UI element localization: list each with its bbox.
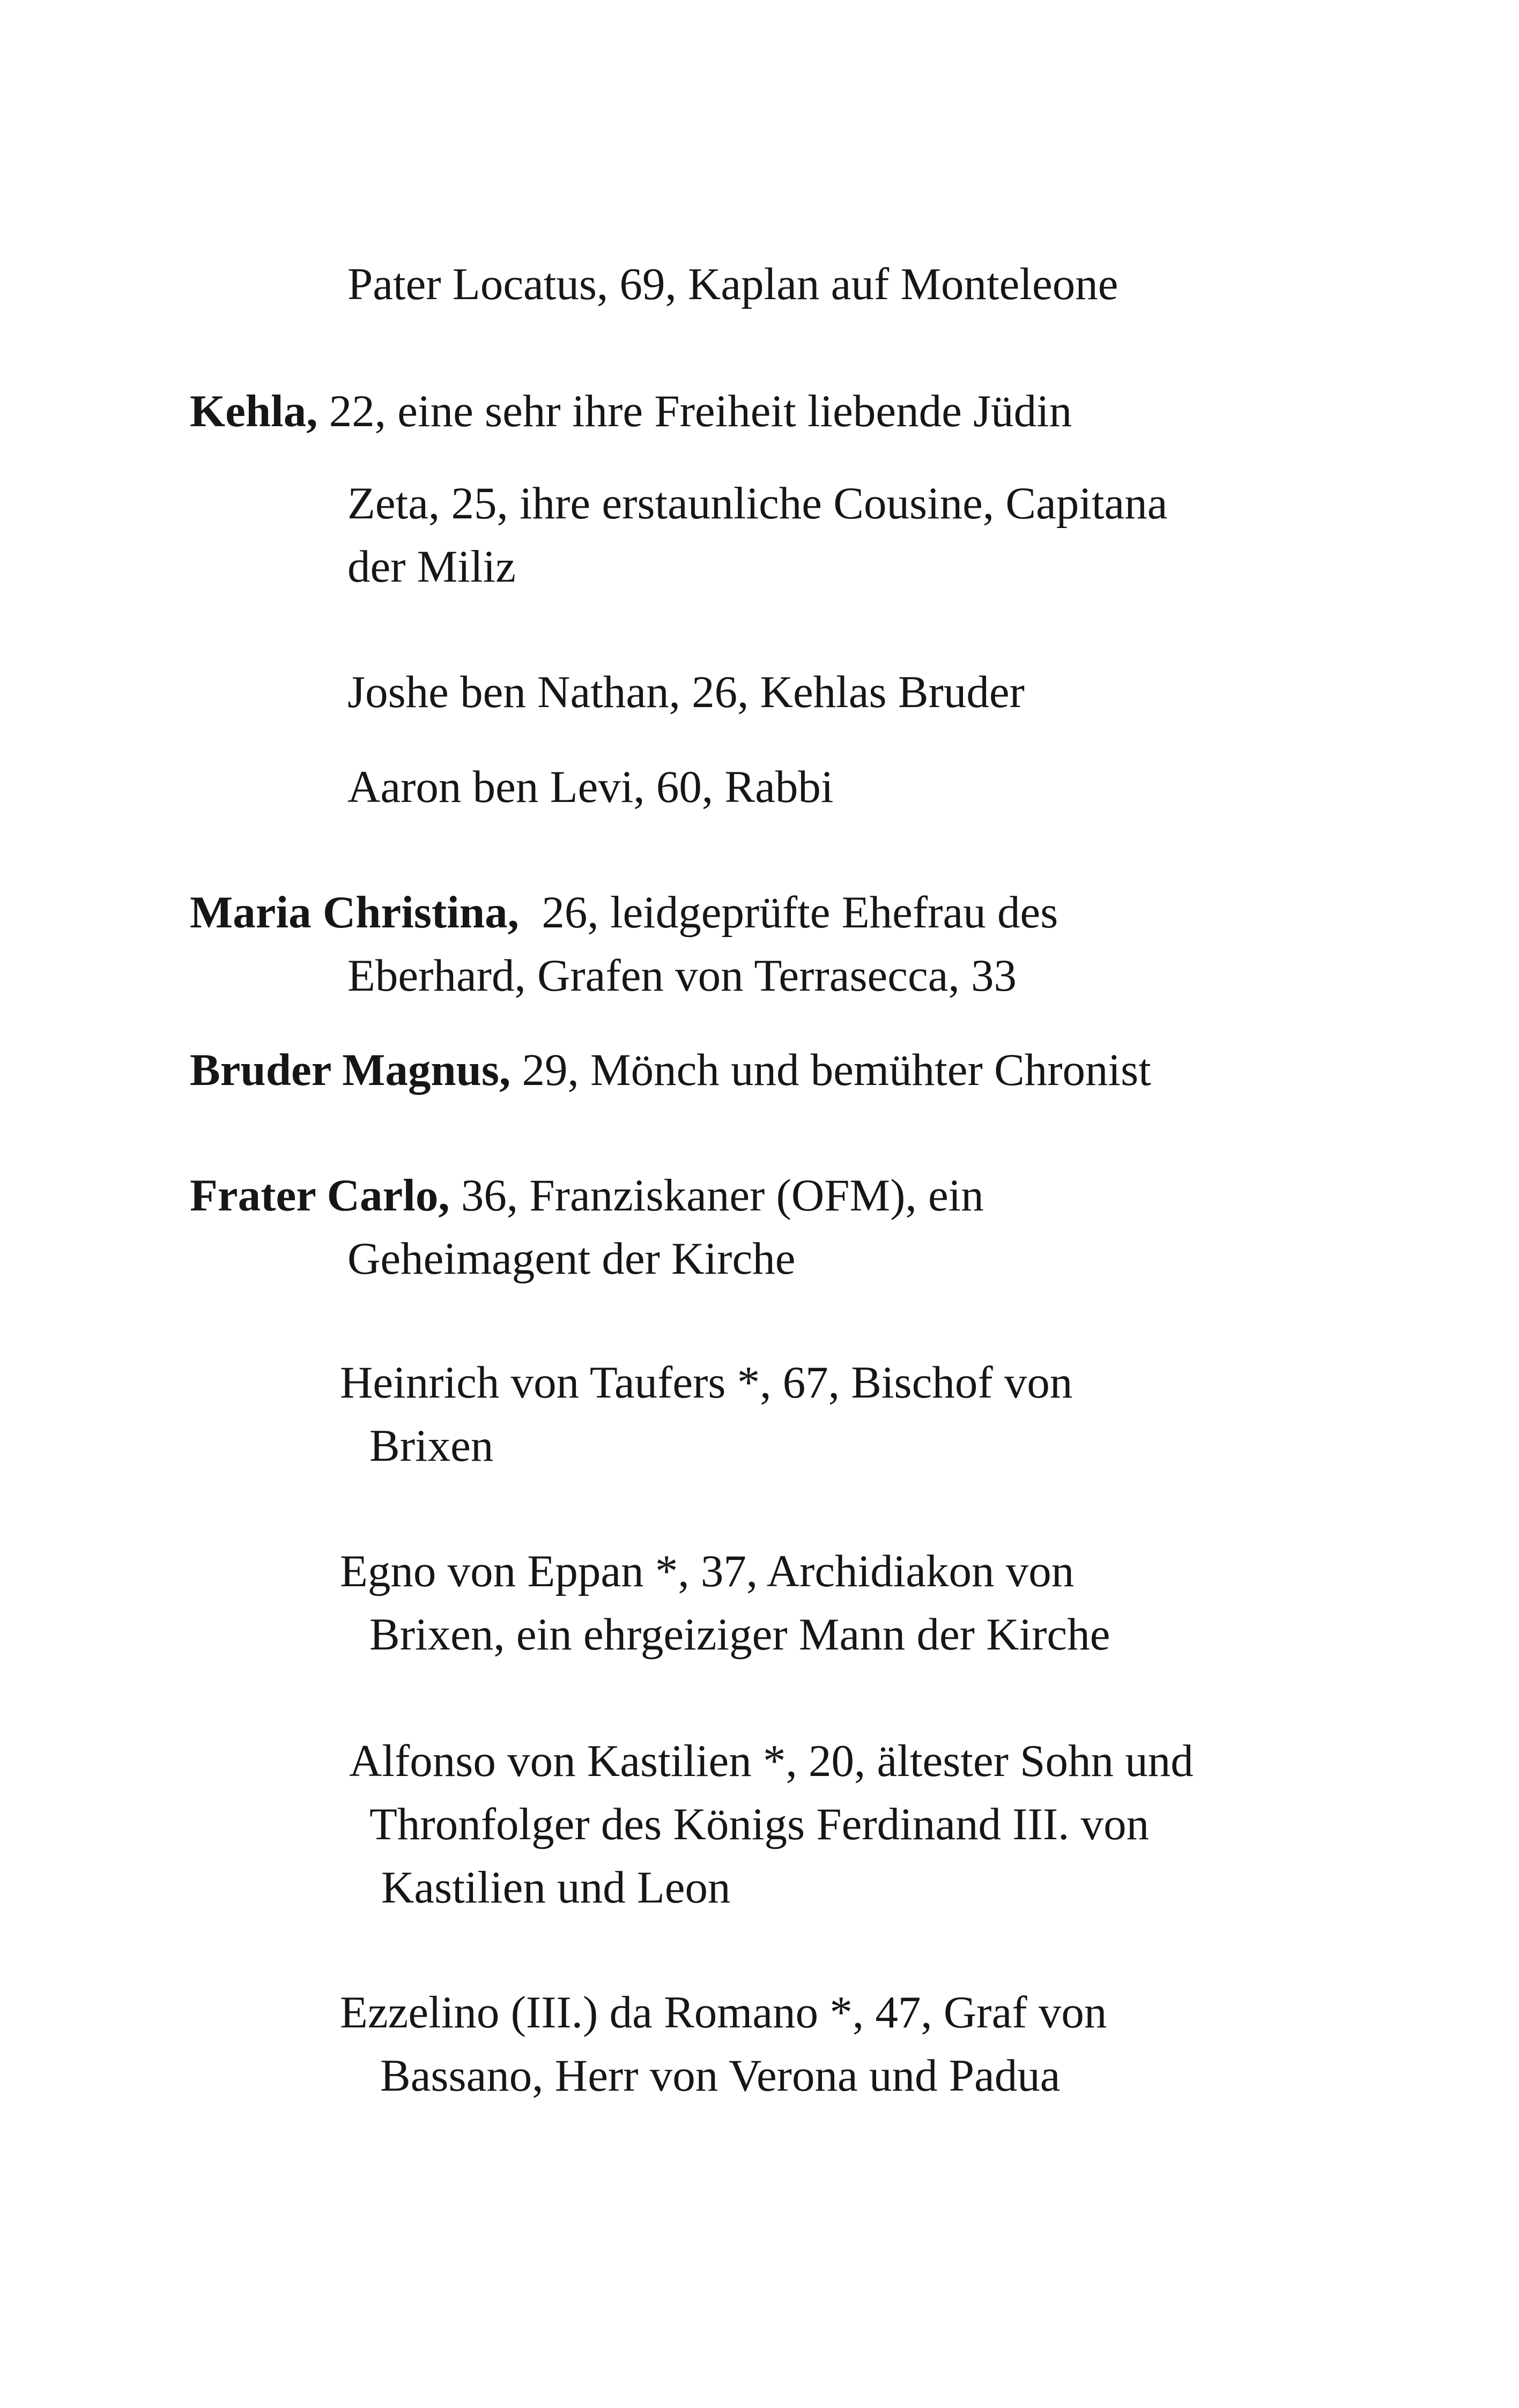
entry-text: Thronfolger des Königs Ferdinand III. von: [369, 1799, 1150, 1849]
character-entry-egno-von-eppan: [340, 1540, 1110, 1666]
entry-line: [347, 252, 1118, 316]
entry-text: 26, leidgeprüfte Ehefrau des: [518, 887, 1058, 938]
entry-line: [190, 1227, 984, 1290]
character-entry-bruder-magnus: [190, 1038, 1151, 1102]
character-entry-kehla: [190, 380, 1072, 443]
entry-text: der Miliz: [347, 541, 516, 592]
entry-line: [190, 1038, 1151, 1102]
entry-text: Pater Locatus, 69, Kaplan auf Monteleone: [347, 259, 1118, 309]
entry-line: [340, 1540, 1110, 1603]
entry-line: [190, 380, 1072, 443]
character-name: Maria Christina,: [190, 887, 519, 938]
character-entry-heinrich-von-taufers: [340, 1351, 1072, 1477]
entry-line: [190, 944, 1058, 1007]
entry-text: Aaron ben Levi, 60, Rabbi: [347, 762, 834, 812]
entry-text: 36, Franziskaner (OFM), ein: [449, 1170, 984, 1221]
character-name: Kehla,: [190, 386, 318, 436]
entry-line: [340, 1981, 1107, 2044]
entry-line: [340, 1351, 1072, 1414]
entry-text: Kastilien und Leon: [381, 1862, 731, 1913]
entry-line: [347, 472, 1168, 535]
entry-line: [349, 1793, 1194, 1856]
entry-line: [190, 1164, 984, 1227]
entry-text: Zeta, 25, ihre erstaunliche Cousine, Capitana: [347, 478, 1168, 529]
entry-text: Brixen, ein ehrgeiziger Mann der Kirche: [369, 1609, 1110, 1660]
entry-line: [347, 535, 1168, 598]
entry-line: [340, 1414, 1072, 1477]
entry-line: [349, 1729, 1194, 1793]
character-name: Frater Carlo,: [190, 1170, 450, 1221]
character-entry-joshe-ben-nathan: [347, 660, 1025, 724]
entry-text: Geheimagent der Kirche: [347, 1233, 796, 1284]
entry-line: [347, 755, 833, 819]
character-entry-aaron-ben-levi: [347, 755, 833, 819]
character-name: Bruder Magnus,: [190, 1045, 511, 1095]
entry-line: [340, 1603, 1110, 1666]
character-entry-ezzelino-da-romano: [340, 1981, 1107, 2107]
entry-text: Alfonso von Kastilien *, 20, ältester Sohn und: [349, 1736, 1194, 1786]
entry-text: Bassano, Herr von Verona und Padua: [380, 2050, 1061, 2101]
character-entry-frater-carlo: [190, 1164, 984, 1290]
entry-text: Egno von Eppan *, 37, Archidiakon von: [340, 1546, 1075, 1596]
character-entry-pater-locatus: [347, 252, 1118, 316]
entry-line: [340, 2044, 1107, 2107]
entry-text: Heinrich von Taufers *, 67, Bischof von: [340, 1357, 1073, 1408]
entry-line: [349, 1856, 1194, 1919]
entry-text: Ezzelino (III.) da Romano *, 47, Graf von: [340, 1987, 1107, 2038]
entry-line: [190, 881, 1058, 944]
entry-text: 22, eine sehr ihre Freiheit liebende Jüdin: [317, 386, 1072, 436]
entry-text: Eberhard, Grafen von Terrasecca, 33: [347, 950, 1017, 1001]
entry-text: 29, Mönch und bemühter Chronist: [510, 1045, 1151, 1095]
character-entry-zeta: [347, 472, 1168, 598]
entry-text: Brixen: [369, 1421, 494, 1471]
character-entry-alfonso-von-kastilien: [349, 1729, 1194, 1919]
character-entry-maria-christina: [190, 881, 1058, 1007]
entry-text: Joshe ben Nathan, 26, Kehlas Bruder: [347, 667, 1025, 717]
entry-line: [347, 660, 1025, 724]
